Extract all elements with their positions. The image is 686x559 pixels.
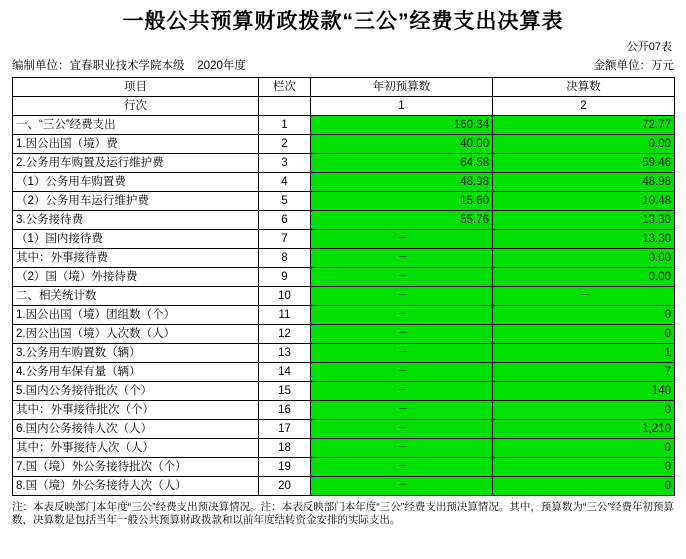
budget-table bbox=[12, 77, 675, 496]
row-final-value: 0 bbox=[493, 477, 675, 496]
row-line-number: 11 bbox=[259, 306, 311, 325]
row-budget-value: － bbox=[311, 477, 493, 496]
row-budget-value: 15.60 bbox=[311, 192, 493, 211]
header-budget-colno: 1 bbox=[311, 97, 493, 116]
row-final-value: 0 bbox=[493, 325, 675, 344]
table-row bbox=[13, 287, 675, 306]
row-item-label: 其中：外事接待人次（人） bbox=[13, 439, 259, 458]
row-line-number: 18 bbox=[259, 439, 311, 458]
form-code: 公开07表 bbox=[626, 41, 672, 53]
row-budget-value: － bbox=[311, 363, 493, 382]
row-budget-value: － bbox=[311, 268, 493, 287]
row-item-label: 其中：外事接待费 bbox=[13, 249, 259, 268]
row-final-value: 0.00 bbox=[493, 268, 675, 287]
row-item-label: 一、“三公”经费支出 bbox=[13, 116, 259, 135]
row-item-label: 3.公务接待费 bbox=[13, 211, 259, 230]
row-line-number: 15 bbox=[259, 382, 311, 401]
table-row bbox=[13, 154, 675, 173]
header-final-colno: 2 bbox=[493, 97, 675, 116]
row-line-number: 8 bbox=[259, 249, 311, 268]
row-budget-value: 48.98 bbox=[311, 173, 493, 192]
row-budget-value: － bbox=[311, 344, 493, 363]
table-row bbox=[13, 382, 675, 401]
row-line-number: 10 bbox=[259, 287, 311, 306]
meta-row bbox=[12, 57, 674, 77]
row-final-value: 140 bbox=[493, 382, 675, 401]
table-row bbox=[13, 135, 675, 154]
table-row bbox=[13, 420, 675, 439]
row-item-label: 3.公务用车购置数（辆） bbox=[13, 344, 259, 363]
compiling-unit: 编制单位：宜春职业技术学院本级 2020年度 bbox=[12, 60, 246, 72]
table-row bbox=[13, 439, 675, 458]
row-budget-value: － bbox=[311, 249, 493, 268]
row-budget-value: － bbox=[311, 325, 493, 344]
header-row-label: 行次 bbox=[13, 97, 259, 116]
row-item-label: 其中：外事接待批次（个） bbox=[13, 401, 259, 420]
header-item: 项目 bbox=[13, 78, 259, 97]
table-body bbox=[13, 116, 675, 496]
header-line: 栏次 bbox=[259, 78, 311, 97]
table-header bbox=[13, 78, 675, 116]
table-row bbox=[13, 306, 675, 325]
footnote: 注：本表反映部门本年度“三公”经费支出预决算情况。注：本表反映部门本年度“三公”经费支出预决算情况。其中，预算数为“三公”经费年初预算数，决算数是包括当年一般公共预算财政拨款和以前年度结转资金安排的实际支出。 bbox=[12, 501, 674, 526]
row-final-value: 59.46 bbox=[493, 154, 675, 173]
row-final-value: 13.30 bbox=[493, 211, 675, 230]
table-row bbox=[13, 116, 675, 135]
row-line-number: 17 bbox=[259, 420, 311, 439]
row-final-value: 0 bbox=[493, 458, 675, 477]
row-line-number: 3 bbox=[259, 154, 311, 173]
table-row bbox=[13, 344, 675, 363]
row-line-number: 7 bbox=[259, 230, 311, 249]
row-line-number: 13 bbox=[259, 344, 311, 363]
table-row bbox=[13, 458, 675, 477]
row-item-label: 二、相关统计数 bbox=[13, 287, 259, 306]
table-row bbox=[13, 249, 675, 268]
row-final-value: 0 bbox=[493, 439, 675, 458]
header-line-blank bbox=[259, 97, 311, 116]
row-line-number: 6 bbox=[259, 211, 311, 230]
table-row bbox=[13, 230, 675, 249]
row-item-label: （1）公务用车购置费 bbox=[13, 173, 259, 192]
table-row bbox=[13, 211, 675, 230]
table-row bbox=[13, 268, 675, 287]
page-title: 一般公共预算财政拨款“三公”经费支出决算表 bbox=[122, 10, 564, 33]
row-budget-value: － bbox=[311, 420, 493, 439]
row-line-number: 16 bbox=[259, 401, 311, 420]
row-item-label: 8.国（境）外公务接待人次（人） bbox=[13, 477, 259, 496]
row-item-label: 4.公务用车保有量（辆） bbox=[13, 363, 259, 382]
row-final-value: 0.00 bbox=[493, 249, 675, 268]
row-final-value: 0 bbox=[493, 306, 675, 325]
row-item-label: 2.因公出国（境）人次数（人） bbox=[13, 325, 259, 344]
table-row bbox=[13, 477, 675, 496]
row-budget-value: － bbox=[311, 306, 493, 325]
row-item-label: 1.因公出国（境）费 bbox=[13, 135, 259, 154]
row-final-value: 48.98 bbox=[493, 173, 675, 192]
table-row bbox=[13, 325, 675, 344]
header-final: 决算数 bbox=[493, 78, 675, 97]
row-final-value: 0.00 bbox=[493, 135, 675, 154]
header-budget: 年初预算数 bbox=[311, 78, 493, 97]
row-item-label: （2）国（境）外接待费 bbox=[13, 268, 259, 287]
row-line-number: 19 bbox=[259, 458, 311, 477]
row-line-number: 4 bbox=[259, 173, 311, 192]
row-budget-value: 55.76 bbox=[311, 211, 493, 230]
row-final-value: 13.30 bbox=[493, 230, 675, 249]
row-budget-value: 40.00 bbox=[311, 135, 493, 154]
row-final-value: 1,210 bbox=[493, 420, 675, 439]
row-line-number: 14 bbox=[259, 363, 311, 382]
row-final-value: 7 bbox=[493, 363, 675, 382]
row-budget-value: － bbox=[311, 382, 493, 401]
amount-unit: 金额单位：万元 bbox=[593, 60, 674, 72]
row-item-label: 6.国内公务接待人次（人） bbox=[13, 420, 259, 439]
row-budget-value: － bbox=[311, 401, 493, 420]
row-item-label: 2.公务用车购置及运行维护费 bbox=[13, 154, 259, 173]
row-line-number: 1 bbox=[259, 116, 311, 135]
row-budget-value: － bbox=[311, 287, 493, 306]
row-line-number: 12 bbox=[259, 325, 311, 344]
row-budget-value: － bbox=[311, 230, 493, 249]
row-line-number: 2 bbox=[259, 135, 311, 154]
row-final-value: 10.48 bbox=[493, 192, 675, 211]
table-row bbox=[13, 401, 675, 420]
row-final-value: － bbox=[493, 287, 675, 306]
row-budget-value: 160.34 bbox=[311, 116, 493, 135]
row-line-number: 20 bbox=[259, 477, 311, 496]
row-final-value: 72.77 bbox=[493, 116, 675, 135]
table-header-row bbox=[13, 78, 675, 97]
row-line-number: 9 bbox=[259, 268, 311, 287]
row-budget-value: － bbox=[311, 439, 493, 458]
row-budget-value: － bbox=[311, 458, 493, 477]
row-item-label: 5.国内公务接待批次（个） bbox=[13, 382, 259, 401]
row-item-label: 7.国（境）外公务接待批次（个） bbox=[13, 458, 259, 477]
table-row bbox=[13, 192, 675, 211]
row-line-number: 5 bbox=[259, 192, 311, 211]
row-item-label: （2）公务用车运行维护费 bbox=[13, 192, 259, 211]
row-final-value: 1 bbox=[493, 344, 675, 363]
table-row bbox=[13, 363, 675, 382]
table-row bbox=[13, 173, 675, 192]
row-final-value: 0 bbox=[493, 401, 675, 420]
row-item-label: 1.因公出国（境）团组数（个） bbox=[13, 306, 259, 325]
row-item-label: （1）国内接待费 bbox=[13, 230, 259, 249]
table-colno-row bbox=[13, 97, 675, 116]
row-budget-value: 64.58 bbox=[311, 154, 493, 173]
